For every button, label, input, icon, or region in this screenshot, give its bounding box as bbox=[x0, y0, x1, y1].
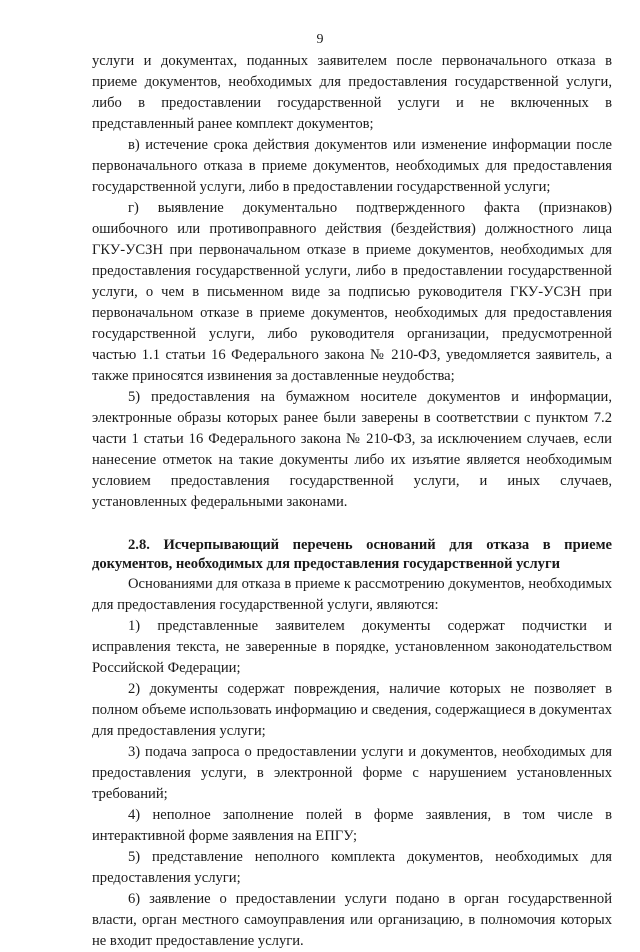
ground-3-paragraph: 3) подача запроса о предоставлении услуги и документов, необходимых для предоставления услуги, в электронной форме с нарушением установленных требований; bbox=[92, 744, 612, 802]
section-intro-paragraph: Основаниями для отказа в приеме к рассмотрению документов, необходимых для предоставления государственной услуги, являются: bbox=[92, 576, 612, 613]
page-content bbox=[92, 51, 612, 952]
ground-1-paragraph: 1) представленные заявителем документы содержат подчистки и исправления текста, не заверенные в порядке, установленном законодательством Российской Федерации; bbox=[92, 618, 612, 676]
continuation-paragraph: услуги и документах, поданных заявителем после первоначального отказа в приеме документов, необходимых для предоставления государственной услуги, либо в предоставлении государственной услуги и не включенных в представленный ранее комплект документов; bbox=[92, 53, 612, 132]
item-5-paragraph: 5) предоставления на бумажном носителе документов и информации, электронные образы которых ранее были заверены в соответствии с пунктом 7.2 части 1 статьи 16 Федерального закона № 210-ФЗ, за исключением случаев, если нанесение отметок на такие документы либо их изъятие является необходимым условием предоставления государственной услуги, и иных случаев, установленных федеральными законами. bbox=[92, 389, 612, 510]
ground-4-paragraph: 4) неполное заполнение полей в форме заявления, в том числе в интерактивной форме заявления на ЕПГУ; bbox=[92, 807, 612, 844]
item-v-paragraph: в) истечение срока действия документов или изменение информации после первоначального отказа в приеме документов, необходимых для предоставления государственной услуги, либо в предоставлении государственной услуги; bbox=[92, 137, 612, 195]
page-number: 9 bbox=[316, 32, 324, 47]
ground-5-paragraph: 5) представление неполного комплекта документов, необходимых для предоставления услуги; bbox=[92, 849, 612, 886]
ground-6-paragraph: 6) заявление о предоставлении услуги подано в орган государственной власти, орган местного самоуправления или организацию, в полномочия которых не входит предоставление услуги. bbox=[92, 891, 612, 949]
item-g-paragraph: г) выявление документально подтвержденного факта (признаков) ошибочного или противоправного действия (бездействия) должностного лица ГКУ-УСЗН при первоначальном отказе в приеме документов, необходимых для предоставления государственной услуги, либо в предоставлении государственной услуги, о чем в письменном виде за подписью руководителя ГКУ-УСЗН при первоначальном отказе в приеме документов, необходимых для предоставления государственной услуги, либо руководителя организации, предусмотренной частью 1.1 статьи 16 Федерального закона № 210-ФЗ, уведомляется заявитель, а также приносятся извинения за доставленные неудобства; bbox=[92, 200, 612, 384]
section-heading: 2.8. Исчерпывающий перечень оснований для отказа в приеме документов, необходимых для предоставления государственной услуги bbox=[92, 537, 612, 572]
ground-2-paragraph: 2) документы содержат повреждения, наличие которых не позволяет в полном объеме использовать информацию и сведения, содержащиеся в документах для предоставления услуги; bbox=[92, 681, 612, 739]
